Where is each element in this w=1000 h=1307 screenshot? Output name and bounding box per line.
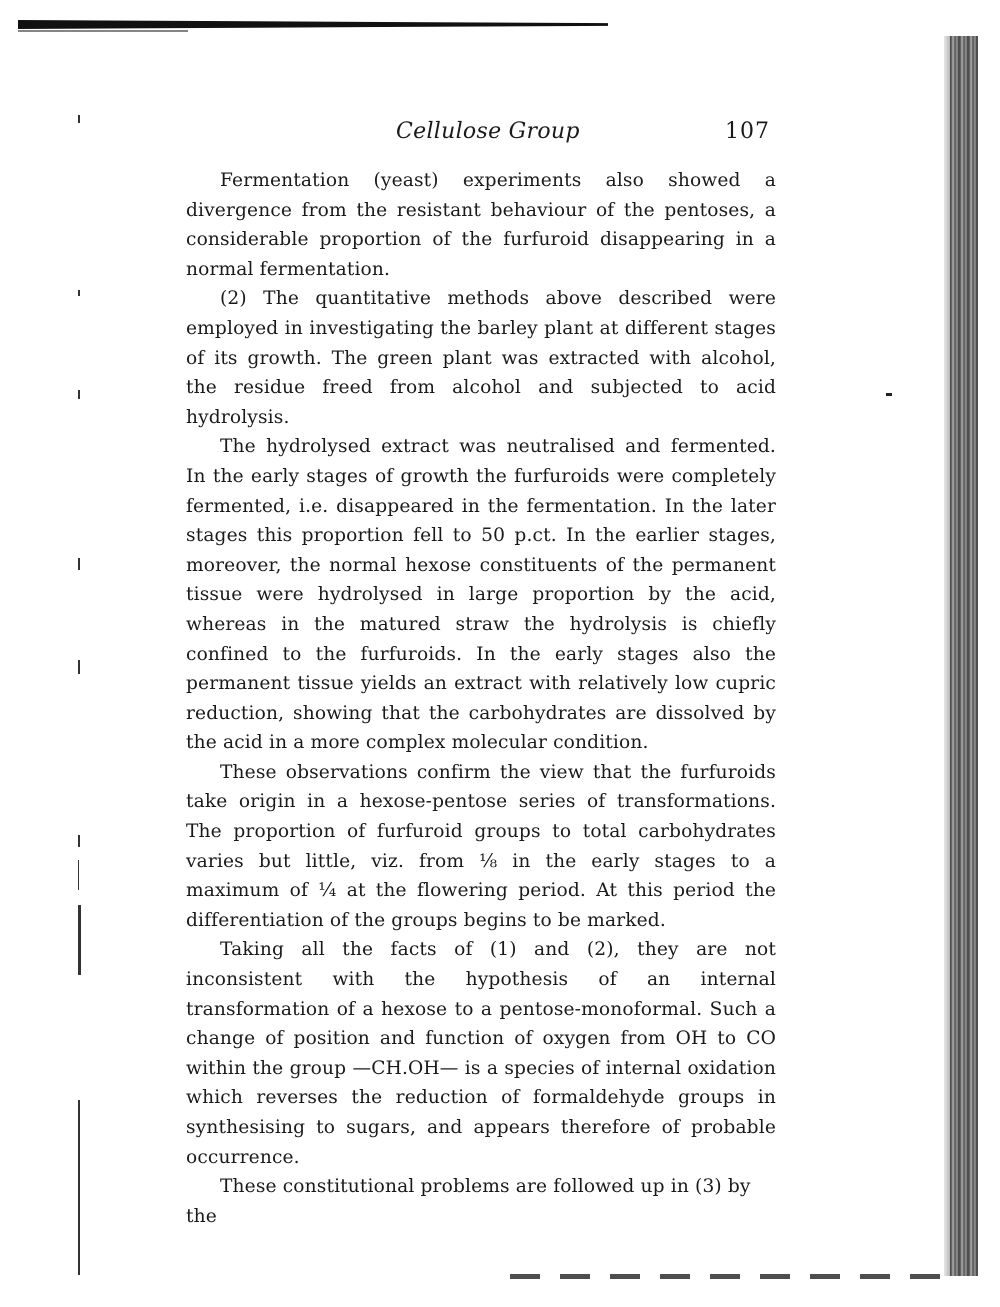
- gutter-mark: [78, 660, 80, 674]
- paragraph: (2) The quantitative methods above described were employed in investigating the barley plant at different stages of its growth. The green plant was extracted with alcohol, the residue freed from alcohol and subjected to acid hydrolysis.: [186, 288, 776, 428]
- gutter-mark: [78, 905, 81, 975]
- gutter-mark: [78, 558, 80, 570]
- top-scan-rule: [18, 20, 608, 29]
- page-number: 107: [725, 119, 770, 144]
- gutter-mark: [78, 290, 80, 296]
- gutter-mark: [78, 860, 79, 890]
- body-text: [186, 166, 776, 1231]
- bottom-scan-shadow: [510, 1274, 950, 1279]
- paragraph: Taking all the facts of (1) and (2), they are not inconsistent with the hypothesis of an internal transformation of a hexose to a pentose-monoformal. Such a change of position and function of oxygen from OH to CO within the group —CH.OH— is a species of internal oxidation which reverses the reduction of formaldehyde groups in synthesising to sugars, and appears therefore of probable occurrence.: [186, 939, 776, 1168]
- stray-mark: [886, 393, 892, 396]
- gutter-mark: [78, 1100, 80, 1275]
- paragraph: These constitutional problems are followed up in (3) by the: [186, 1176, 751, 1227]
- top-scan-rule-thin: [18, 30, 188, 32]
- gutter-mark: [78, 835, 80, 847]
- gutter-mark: [78, 390, 80, 399]
- running-title: Cellulose Group: [396, 119, 580, 144]
- paragraph: These observations confirm the view that the furfuroids take origin in a hexose-pentose series of transformations. The proportion of furfuroid groups to total carbohydrates varies but little, viz. from ⅛ in the early stages to a maximum of ¼ at the flowering period. At this period the differentiation of the groups begins to be marked.: [186, 761, 776, 931]
- page-binding-edge: [950, 36, 978, 1276]
- gutter-mark: [78, 115, 80, 123]
- page-header: [186, 115, 776, 147]
- paragraph: The hydrolysed extract was neutralised and fermented. In the early stages of growth the furfuroids were completely fermented, i.e. disappeared in the fermentation. In the later stages this proportion fell to 50 p.ct. In the earlier stages, moreover, the normal hexose constituents of the permanent tissue were hydrolysed in large proportion by the acid, whereas in the matured straw the hydrolysis is chiefly confined to the furfuroids. In the early stages also the permanent tissue yields an extract with relatively low cupric reduction, showing that the carbohydrates are dissolved by the acid in a more complex molecular condition.: [186, 436, 776, 754]
- paragraph: Fermentation (yeast) experiments also showed a divergence from the resistant behaviour of the pentoses, a considerable proportion of the furfuroid disappearing in a normal fermentation.: [186, 170, 776, 280]
- left-gutter-marks: [70, 100, 90, 1280]
